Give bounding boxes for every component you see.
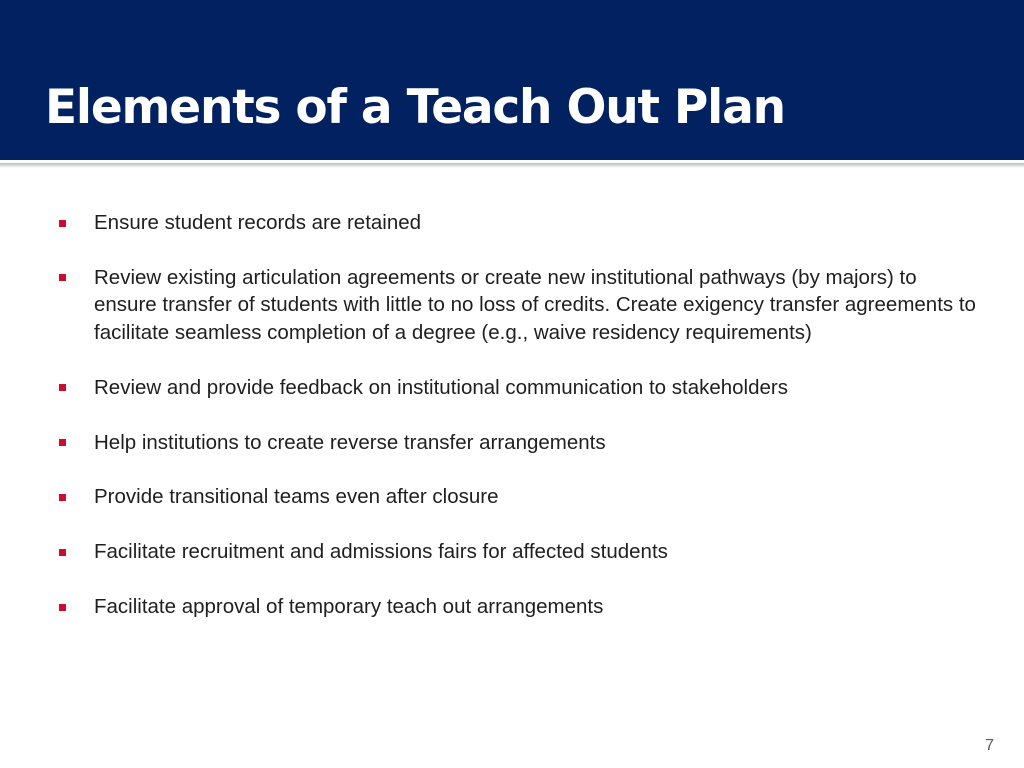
bullet-item — [56, 429, 976, 456]
bullet-text: Review existing articulation agreements or create new institutional pathways (by majors) to ensure transfer of students with little to no loss of credits. Create exigency transfer agreements to facilitate seamless completion of a degree (e.g., waive residency requirements) — [94, 265, 976, 344]
bullet-item — [56, 374, 976, 401]
square-bullet-icon — [59, 274, 66, 281]
bullet-list — [56, 209, 976, 648]
bullet-item — [56, 538, 976, 565]
bullet-item — [56, 264, 976, 346]
bullet-item — [56, 209, 976, 236]
bullet-text: Provide transitional teams even after closure — [94, 485, 499, 509]
title-divider — [0, 160, 1024, 168]
bullet-text: Facilitate recruitment and admissions fairs for affected students — [94, 540, 668, 564]
slide-number: 7 — [985, 737, 994, 754]
square-bullet-icon — [59, 604, 66, 611]
square-bullet-icon — [59, 494, 66, 501]
square-bullet-icon — [59, 220, 66, 227]
bullet-item — [56, 593, 976, 620]
slide-title: Elements of a Teach Out Plan — [45, 80, 785, 135]
square-bullet-icon — [59, 384, 66, 391]
square-bullet-icon — [59, 549, 66, 556]
bullet-text: Help institutions to create reverse transfer arrangements — [94, 430, 606, 454]
bullet-text: Facilitate approval of temporary teach out arrangements — [94, 595, 604, 619]
bullet-text: Ensure student records are retained — [94, 211, 422, 234]
square-bullet-icon — [59, 439, 66, 446]
bullet-item — [56, 483, 976, 510]
bullet-text: Review and provide feedback on institutional communication to stakeholders — [94, 375, 788, 399]
